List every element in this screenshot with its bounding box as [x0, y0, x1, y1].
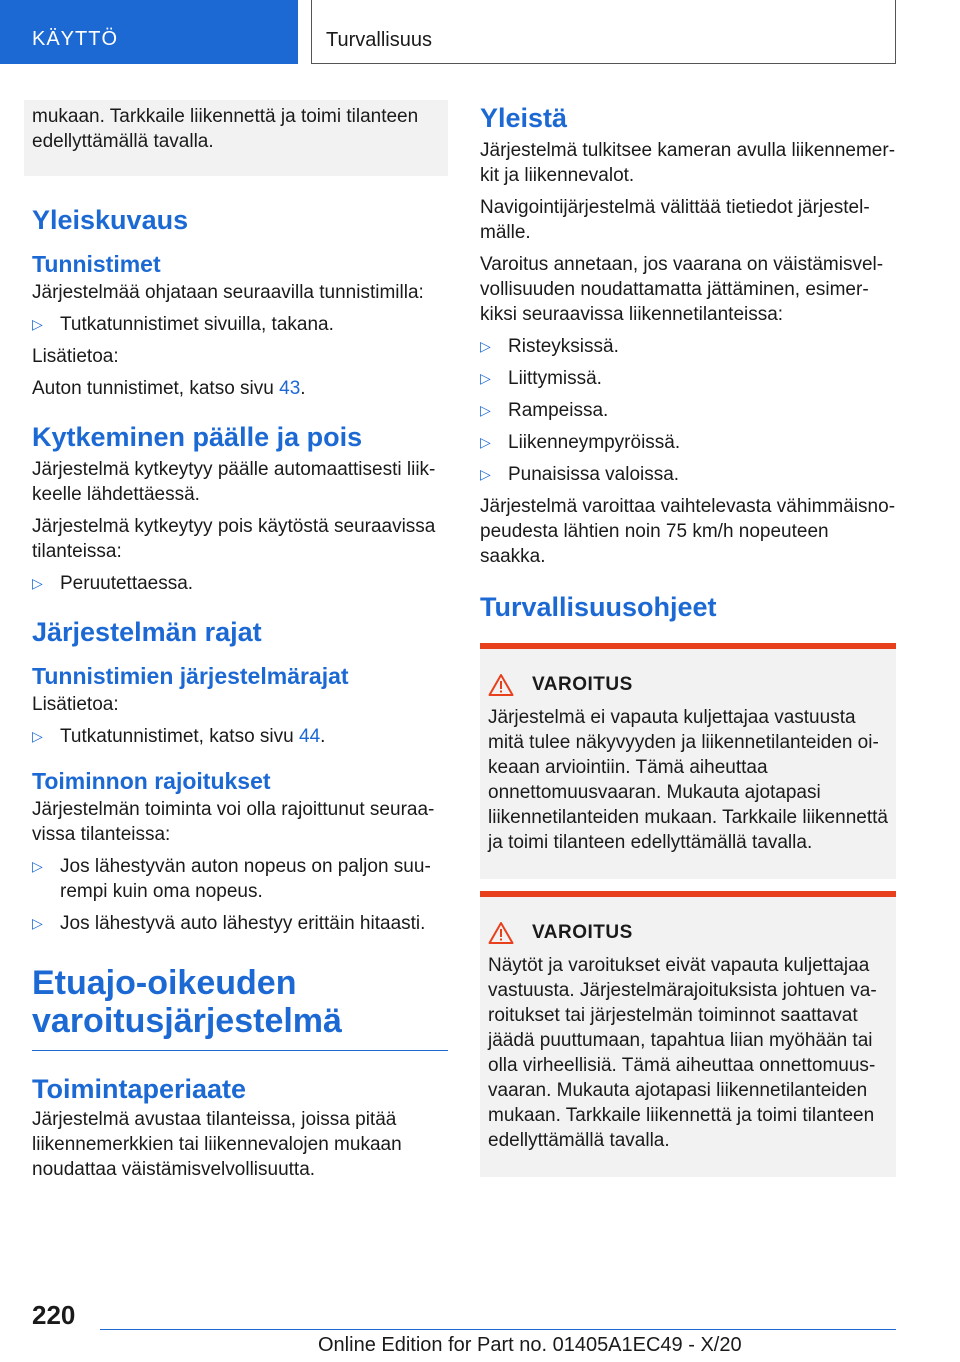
heading-safety: Turvallisuusohjeet	[480, 592, 717, 622]
function-limits-list	[32, 854, 448, 936]
list-item: ▷ Punaisissa valoissa.	[480, 464, 680, 485]
warning-header	[488, 921, 888, 945]
sensor-limits-list	[32, 724, 448, 749]
heading-principle: Toimintaperiaate	[32, 1074, 247, 1104]
general-text-3: Varoitus annetaan, jos vaarana on väistämisvelvollisuuden noudattamatta jättäminen, esimerkiksi seuraavissa liikennetilanteissa:	[480, 254, 884, 325]
list-item: ▷ Risteyksissä.	[480, 336, 619, 357]
list-item: ▷ Peruutettaessa.	[32, 573, 194, 594]
heading-general: Yleistä	[480, 103, 568, 133]
heading-sensors: Tunnistimet	[32, 251, 161, 277]
page-link-44[interactable]: 44	[299, 726, 321, 747]
general-text-1: Järjestelmä tulkitsee kameran avulla liikennemerkit ja liikennevalot.	[480, 140, 896, 186]
list-item: ▷ Tutkatunnistimet, katso sivu 44.	[32, 726, 326, 747]
heading-sensor-limits: Tunnistimien järjestelmärajat	[32, 663, 349, 689]
triangle-bullet-icon: ▷	[32, 728, 43, 744]
heading-function-limits: Toiminnon rajoitukset	[32, 768, 271, 794]
warning-triangle-icon	[488, 921, 514, 945]
page-number: 220	[32, 1300, 76, 1330]
sensors-text: Järjestelmää ohjataan seuraavilla tunnistimilla:	[32, 282, 424, 303]
sensors-list	[32, 312, 448, 337]
page-link-43[interactable]: 43	[279, 378, 301, 399]
right-column	[480, 100, 896, 1177]
triangle-bullet-icon: ▷	[480, 338, 491, 354]
function-limits-text: Järjestelmän toiminta voi olla rajoittunut seuraavissa tilanteissa:	[32, 799, 435, 845]
more-info-label: Lisätietoa:	[32, 694, 119, 715]
warning-box-1	[480, 643, 896, 879]
list-item: ▷ Rampeissa.	[480, 400, 609, 421]
more-info-label: Lisätietoa:	[32, 346, 119, 367]
warning-title: VAROITUS	[532, 674, 633, 695]
warning-text: Järjestelmä ei vapauta kuljettajaa vastuusta mitä tulee näkyvyyden ja liikennetilanteiden oikeaan arviointiin. Tämä aiheuttaa onnettomuusvaaran. Mukauta ajotapasi liikennetilanteiden mukaan. Tarkkaile liikennettä ja toimi tilanteen edellyttämällä tavalla.	[488, 707, 888, 853]
switch-on-text: Järjestelmä kytkeytyy päälle automaattisesti liikkeelle lähdettäessä.	[32, 459, 436, 505]
triangle-bullet-icon: ▷	[32, 915, 43, 931]
triangle-bullet-icon: ▷	[480, 370, 491, 386]
warning-triangle-icon	[488, 673, 514, 697]
triangle-bullet-icon: ▷	[32, 316, 43, 332]
page-header	[0, 0, 960, 66]
warning-header	[488, 673, 888, 697]
heading-on-off: Kytkeminen päälle ja pois	[32, 422, 363, 452]
list-item: ▷ Tutkatunnistimet sivuilla, takana.	[32, 314, 334, 335]
list-item: ▷ Jos lähestyvän auton nopeus on paljon suurempi kuin oma nopeus.	[32, 856, 431, 902]
chapter-tab[interactable]: KÄYTTÖ	[0, 0, 298, 64]
warning-title: VAROITUS	[532, 922, 633, 943]
triangle-bullet-icon: ▷	[480, 434, 491, 450]
general-text-4: Järjestelmä varoittaa vaihtelevasta vähimmäisnopeudesta lähtien noin 75 km/h nopeuteen saakka.	[480, 496, 896, 567]
heading-overview: Yleiskuvaus	[32, 205, 189, 235]
list-item: ▷ Liikenneympyröissä.	[480, 432, 681, 453]
section-tab[interactable]: Turvallisuus	[311, 0, 896, 64]
edition-footer: Online Edition for Part no. 01405A1EC49 - X/20	[318, 1334, 742, 1356]
continued-warning-box	[24, 100, 448, 176]
section-divider	[32, 1050, 448, 1051]
switch-off-list	[32, 571, 448, 596]
heading-priority-warning: Etuajo-oikeuden varoitusjärjestelmä	[32, 964, 342, 1040]
triangle-bullet-icon: ▷	[480, 466, 491, 482]
list-item: ▷ Jos lähestyvä auto lähestyy erittäin hitaasti.	[32, 913, 426, 934]
left-column	[32, 100, 448, 1189]
triangle-bullet-icon: ▷	[32, 858, 43, 874]
principle-text: Järjestelmä avustaa tilanteissa, joissa pitää liikennemerkkien tai liikennevalojen mukaan noudattaa väistämisvelvollisuutta.	[32, 1109, 402, 1180]
heading-limits: Järjestelmän rajat	[32, 617, 262, 647]
triangle-bullet-icon: ▷	[32, 575, 43, 591]
general-text-2: Navigointijärjestelmä välittää tietiedot järjestelmälle.	[480, 197, 870, 243]
situations-list	[480, 334, 896, 487]
warning-text: Näytöt ja varoitukset eivät vapauta kuljettajaa vastuusta. Järjestelmärajoituksista johtuen varoitukset tai järjestelmän toiminnot saattavat jäädä puuttumaan, tapahtua liian myöhään tai olla virheellisiä. Tämä aiheuttaa onnettomuusvaaran. Mukauta ajotapasi liikennetilanteiden mukaan. Tarkkaile liikennettä ja toimi tilanteen edellyttämällä tavalla.	[488, 955, 877, 1151]
switch-off-text: Järjestelmä kytkeytyy pois käytöstä seuraavissa tilanteissa:	[32, 516, 436, 562]
triangle-bullet-icon: ▷	[480, 402, 491, 418]
sensors-reference: Auton tunnistimet, katso sivu 43.	[32, 378, 306, 399]
footer-divider	[100, 1329, 896, 1330]
continued-text: mukaan. Tarkkaile liikennettä ja toimi tilanteen edellyttämällä tavalla.	[32, 106, 419, 152]
list-item: ▷ Liittymissä.	[480, 368, 602, 389]
warning-box-2	[480, 891, 896, 1177]
